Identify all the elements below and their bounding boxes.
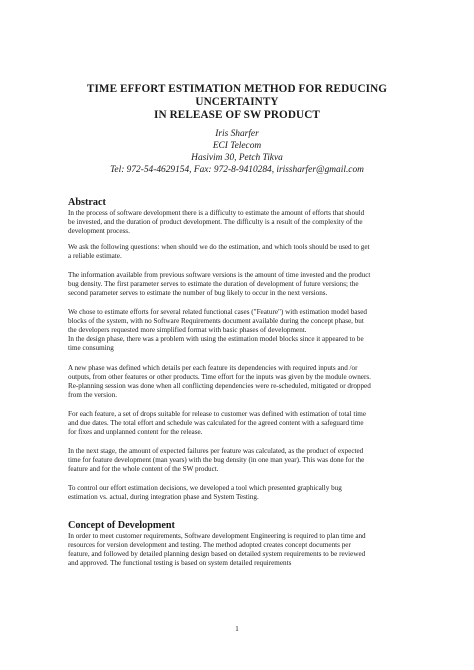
- text-line: A new phase was defined which details per each feature its dependencies with required inputs and /or: [68, 364, 358, 372]
- concept-heading: Concept of Development: [68, 520, 175, 531]
- abstract-paragraph: [68, 447, 413, 474]
- text-line: estimation vs. actual, during integration phase and System Testing.: [68, 492, 259, 501]
- text-line: Re-planning session was done when all conflicting dependencies were re-scheduled, mitigated or dropped: [68, 381, 371, 390]
- text-line: from the version.: [68, 390, 117, 399]
- text-line: In order to meet customer requirements, Software development Engineering is required to plan time and: [68, 532, 366, 540]
- abstract-paragraph: [68, 484, 413, 502]
- text-line: a reliable estimate.: [68, 251, 122, 260]
- text-line: and due dates. The total effort and schedule was calculated for the agreed content with a safeguard time: [68, 418, 364, 427]
- title-line: TIME EFFORT ESTIMATION METHOD FOR REDUCING: [86, 83, 388, 95]
- author-name: Iris Sharfer: [215, 129, 259, 139]
- abstract-heading: Abstract: [68, 197, 106, 208]
- text-line: for fixes and unplanned content for the release.: [68, 427, 203, 436]
- author-org: ECI Telecom: [212, 141, 262, 151]
- text-line: and approved. The functional testing is based on system detailed requirements: [68, 558, 292, 567]
- text-line: be invested, and the duration of product development. The difficulty is a result of the complexity of the: [68, 217, 363, 226]
- author-block: [40, 128, 434, 176]
- text-line: time consuming: [68, 343, 114, 352]
- text-line: development process.: [68, 226, 130, 235]
- text-line: In the design phase, there was a problem with using the estimation model blocks since it appeared to be: [68, 334, 364, 343]
- page-number: 1: [235, 624, 239, 633]
- abstract-paragraph: [68, 410, 413, 437]
- text-line: second parameter serves to estimate the number of bug likely to occur in the next versions.: [68, 288, 328, 297]
- author-contact: Tel: 972-54-4629154, Fax: 972-8-9410284, irissharfer@gmail.com: [110, 165, 364, 175]
- abstract-paragraph: [68, 271, 413, 298]
- text-line: feature and for the whole content of the SW product.: [68, 464, 219, 473]
- title-line: UNCERTAINTY: [195, 96, 279, 108]
- text-line: For each feature, a set of drops suitable for release to customer was defined with estimation of total time: [68, 410, 367, 418]
- text-line: resources for version development and testing. The method adopted creates concept documents per: [68, 540, 351, 549]
- abstract-paragraph: [68, 308, 413, 353]
- paper-title: [60, 83, 414, 122]
- text-line: In the process of software development there is a difficulty to estimate the amount of efforts that should: [68, 209, 365, 217]
- text-line: To control our effort estimation decisions, we developed a tool which presented graphically bug: [68, 484, 342, 492]
- abstract-paragraph: [68, 364, 413, 400]
- text-line: bug density. The first parameter serves to estimate the duration of development of future versions; the: [68, 279, 359, 288]
- author-address: Hasivim 30, Petch Tikva: [191, 153, 283, 163]
- abstract-paragraph: [68, 243, 413, 261]
- title-line: IN RELEASE OF SW PRODUCT: [154, 109, 320, 121]
- abstract-paragraph: [68, 209, 413, 236]
- text-line: In the next stage, the amount of expected failures per feature was calculated, as the product of expected: [68, 447, 364, 455]
- text-line: The information available from previous software versions is the amount of time invested and the product: [68, 271, 371, 279]
- text-line: outputs, from other features or other products. Time effort for the inputs was given by the module owners.: [68, 372, 371, 381]
- text-line: blocks of the system, with no Software Requirements document available during the concept phase, but: [68, 316, 364, 325]
- concept-paragraph: [68, 532, 413, 568]
- text-line: We chose to estimate efforts for several related functional cases ("Feature") with estimation model based: [68, 308, 367, 316]
- text-line: the developers requested more simplified format with basic phases of development.: [68, 325, 307, 334]
- text-line: We ask the following questions: when should we do the estimation, and which tools should be used to get: [68, 243, 370, 251]
- text-line: feature, and followed by detailed planning design based on detailed system requirements to be reviewed: [68, 549, 366, 558]
- text-line: time for feature development (man years) with the bug density (in one man year). This was done for the: [68, 455, 365, 464]
